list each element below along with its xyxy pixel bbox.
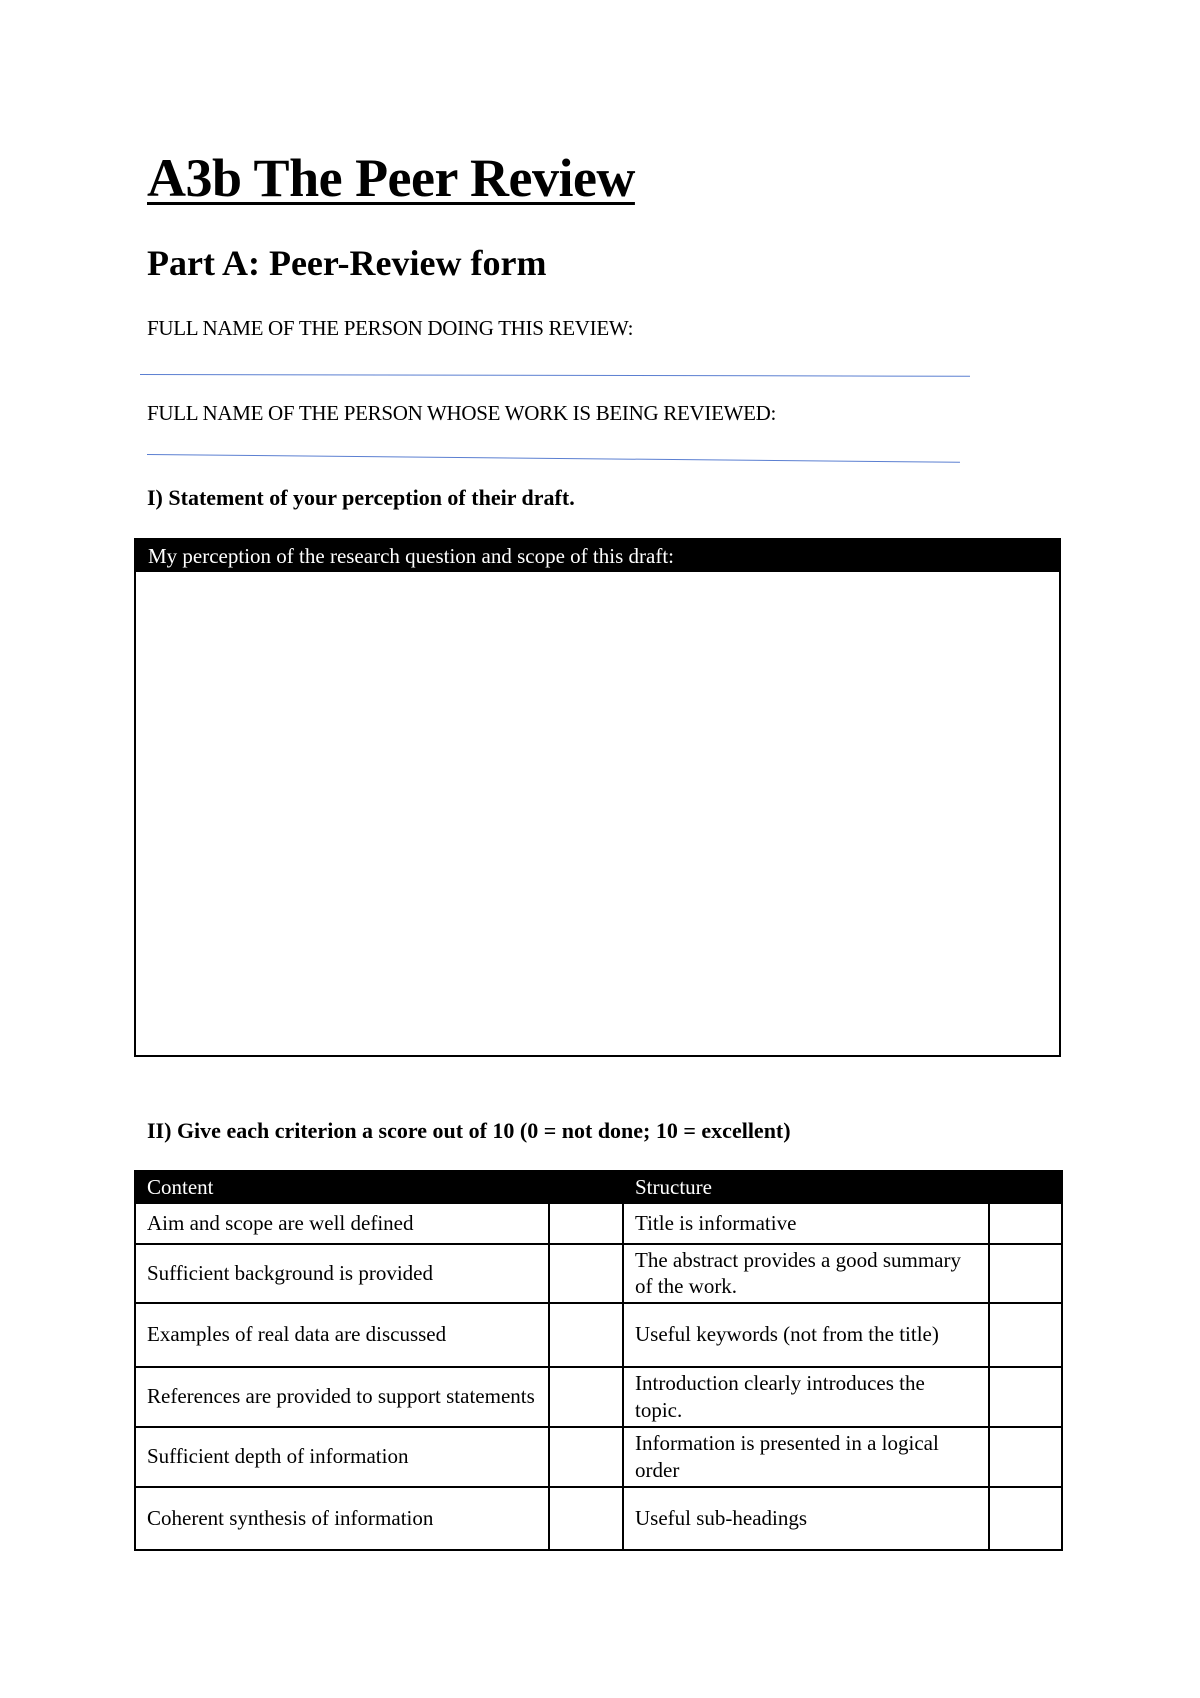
criteria-table [134,1170,1063,1551]
reviewee-name-label: FULL NAME OF THE PERSON WHOSE WORK IS BEING REVIEWED: [147,401,777,425]
content-score-cell[interactable] [549,1203,623,1244]
content-score-cell[interactable] [549,1244,623,1303]
structure-score-cell[interactable] [989,1487,1062,1550]
section-score-heading: II) Give each criterion a score out of 10 (0 = not done; 10 = excellent) [147,1118,791,1143]
table-row [135,1367,1062,1427]
content-criterion: References are provided to support statements [135,1367,549,1427]
table-row [135,1303,1062,1367]
content-column-header: Content [135,1171,623,1203]
criteria-header-row [135,1171,1062,1203]
perception-box[interactable] [134,538,1061,1057]
structure-criterion: The abstract provides a good summary of the work. [623,1244,989,1303]
structure-criterion: Title is informative [623,1203,989,1244]
table-row [135,1203,1062,1244]
structure-criterion: Information is presented in a logical order [623,1427,989,1487]
content-criterion: Aim and scope are well defined [135,1203,549,1244]
content-criterion: Examples of real data are discussed [135,1303,549,1367]
structure-criterion: Introduction clearly introduces the topic. [623,1367,989,1427]
content-criterion: Coherent synthesis of information [135,1487,549,1550]
content-score-cell[interactable] [549,1427,623,1487]
structure-score-cell[interactable] [989,1427,1062,1487]
content-score-cell[interactable] [549,1303,623,1367]
table-row [135,1487,1062,1550]
structure-score-cell[interactable] [989,1367,1062,1427]
content-criterion: Sufficient depth of information [135,1427,549,1487]
structure-criterion: Useful keywords (not from the title) [623,1303,989,1367]
part-heading: Part A: Peer-Review form [147,243,547,283]
content-criterion: Sufficient background is provided [135,1244,549,1303]
structure-score-cell[interactable] [989,1203,1062,1244]
content-score-cell[interactable] [549,1367,623,1427]
perception-box-header: My perception of the research question and scope of this draft: [136,540,1059,572]
structure-score-cell[interactable] [989,1244,1062,1303]
content-score-cell[interactable] [549,1487,623,1550]
structure-criterion: Useful sub-headings [623,1487,989,1550]
page-title: A3b The Peer Review [147,148,635,208]
reviewee-name-field[interactable] [147,454,960,463]
structure-score-cell[interactable] [989,1303,1062,1367]
table-row [135,1427,1062,1487]
section-perception-heading: I) Statement of your perception of their draft. [147,485,575,510]
reviewer-name-field[interactable] [140,374,970,377]
reviewer-name-label: FULL NAME OF THE PERSON DOING THIS REVIEW: [147,316,634,340]
table-row [135,1244,1062,1303]
structure-column-header: Structure [623,1171,1062,1203]
